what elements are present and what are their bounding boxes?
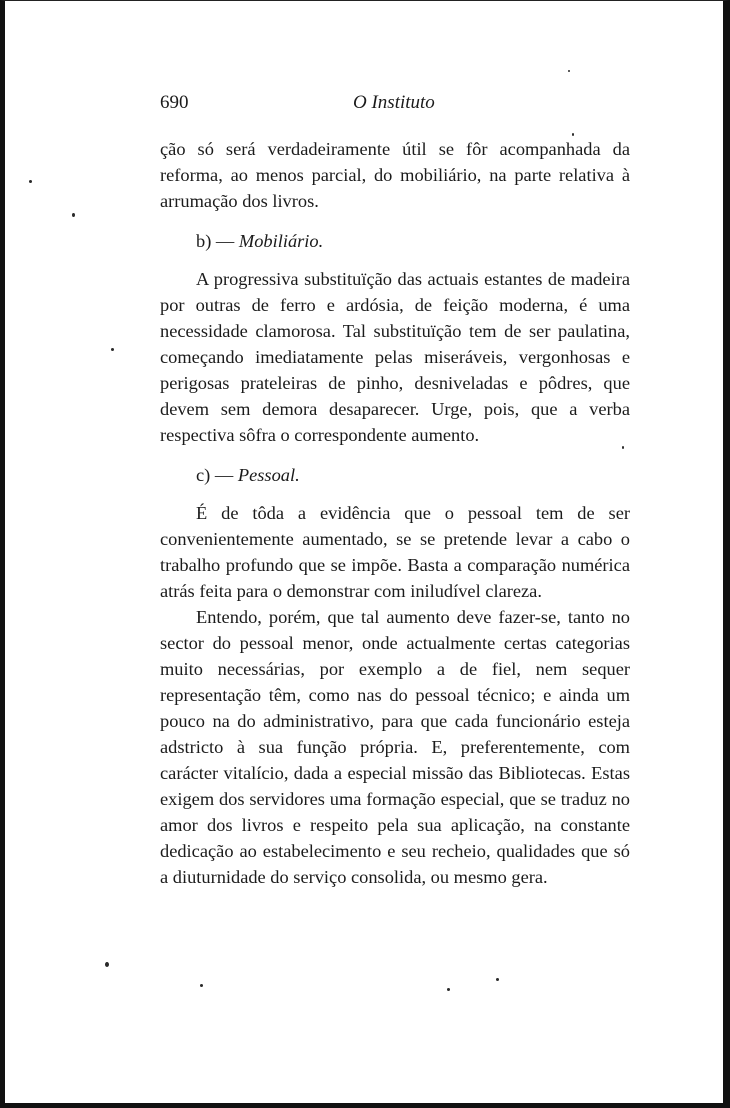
scan-speck bbox=[111, 348, 114, 351]
running-title: O Instituto bbox=[353, 92, 435, 113]
paragraph-mobiliario: A progressiva substituïção das actuais estantes de madeira por outras de ferro e ardósia, de feição moderna, é uma necessidade clamorosa. Tal substituïção tem de ser paulatina, começando imediatamente pelas miseráveis, vergonhosas e perigosas prateleiras de pinho, desniveladas e pôdres, que devem sem demora desaparecer. Urge, pois, que a verba respectiva sôfra o correspondente aumento. bbox=[160, 269, 630, 445]
paragraph-intro: ção só será verdadeiramente útil se fôr acompanhada da reforma, ao menos parcial, do mobiliário, na parte relativa à arrumação dos livros. bbox=[160, 139, 630, 211]
paragraph-pessoal-1: É de tôda a evidência que o pessoal tem de ser convenientemente aumentado, se se pretende levar a cabo o trabalho profundo que se impõe. Basta a comparação numérica atrás feita para o demonstrar com iniludível clareza. bbox=[160, 503, 630, 601]
section-heading-prefix: b) — bbox=[196, 231, 239, 251]
section-heading-prefix: c) — bbox=[196, 465, 238, 485]
scan-speck bbox=[200, 984, 203, 987]
page-number: 690 bbox=[160, 92, 189, 113]
scan-speck bbox=[496, 978, 499, 981]
section-heading-mobiliario bbox=[160, 228, 630, 254]
section-heading-title: Pessoal. bbox=[237, 465, 300, 485]
scan-speck bbox=[447, 988, 450, 991]
scan-speck bbox=[568, 70, 570, 72]
page-header bbox=[160, 88, 630, 118]
section-heading-pessoal bbox=[160, 462, 630, 488]
scan-speck bbox=[105, 962, 109, 967]
scan-speck bbox=[29, 180, 32, 183]
scan-speck bbox=[72, 213, 75, 217]
page-body bbox=[160, 136, 630, 890]
paragraph-pessoal-2: Entendo, porém, que tal aumento deve fazer-se, tanto no sector do pessoal menor, onde actualmente certas categorias muito necessárias, por exemplo a de fiel, nem sequer representação têm, como nas do pessoal técnico; e ainda um pouco na do administrativo, para que cada funcionário esteja adstricto à sua função própria. E, preferentemente, com carácter vitalício, dada a especial missão das Bibliotecas. Estas exigem dos servidores uma formação especial, que se traduz no amor dos livros e respeito pela sua aplicação, na constante dedicação ao estabelecimento e seu recheio, qualidades que só a diuturnidade do serviço consolida, ou mesmo gera. bbox=[160, 607, 630, 887]
section-heading-title: Mobiliário. bbox=[238, 231, 324, 251]
